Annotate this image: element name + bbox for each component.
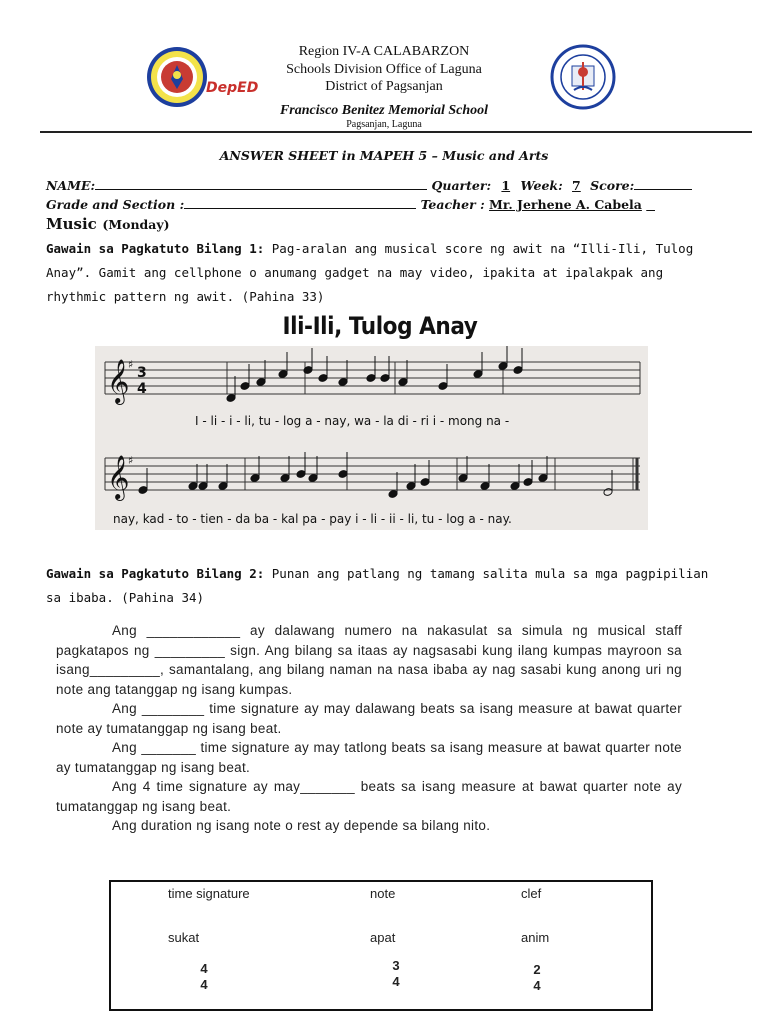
choice-fraction-1-bottom: 4 (200, 977, 208, 992)
week-value: 7 (572, 178, 581, 193)
choice-fraction-2-bottom: 4 (392, 974, 400, 989)
name-label: NAME: (46, 178, 96, 193)
region-name: Region IV-A CALABARZON (298, 44, 470, 59)
music-heading (46, 214, 170, 233)
grade-section-label: Grade and Section : (46, 197, 185, 212)
fill-in-p2: Ang ________ time signature ay may dalawang beats sa isang measure at bawat quarter note ay tumatanggap ng isang beat. (56, 701, 682, 736)
music-title: Music (46, 215, 97, 233)
sharp-icon: ♯ (128, 454, 134, 467)
treble-clef-icon: 𝄞 (107, 359, 130, 403)
grade-section-blank[interactable] (184, 196, 416, 209)
choice-apat: apat (370, 930, 396, 945)
school-location: Pagsanjan, Laguna (346, 119, 422, 130)
time-signature-bottom: 4 (137, 381, 147, 397)
choice-note: note (370, 886, 396, 901)
choice-fraction-2-top: 3 (392, 958, 400, 973)
choices-box (109, 880, 653, 1011)
score-label: Score: (590, 178, 635, 193)
gawain-2-label: Gawain sa Pagkatuto Bilang 2: (46, 566, 265, 581)
fill-in-passage (56, 621, 682, 836)
lyrics-line-2: nay, kad - to - tien - da ba - kal pa - pay i - li - ii - li, tu - log a - nay. (113, 512, 512, 526)
name-blank[interactable] (95, 177, 427, 190)
treble-clef-icon: 𝄞 (107, 455, 130, 499)
time-signature-top: 3 (137, 365, 147, 381)
choice-anim: anim (521, 930, 550, 945)
quarter-label: Quarter: (431, 178, 492, 193)
week-label: Week: (520, 178, 563, 193)
choice-fraction-3-bottom: 4 (533, 978, 541, 993)
choice-sukat: sukat (168, 930, 200, 945)
musical-score-image (95, 346, 648, 530)
grade-teacher-row (46, 196, 655, 212)
school-name: Francisco Benitez Memorial School (279, 103, 489, 118)
choice-fraction-3-top: 2 (533, 962, 541, 977)
district-name: District of Pagsanjan (325, 79, 443, 94)
division-name: Schools Division Office of Laguna (286, 62, 482, 77)
music-day: (Monday) (102, 217, 170, 232)
teacher-label: Teacher : (420, 197, 485, 212)
choice-clef: clef (521, 886, 542, 901)
score-blank[interactable] (634, 177, 692, 190)
musical-score (95, 346, 648, 530)
header-divider (40, 131, 752, 133)
song-title: Ili-Ili, Tulog Anay (282, 312, 478, 340)
gawain-1-paragraph (46, 237, 726, 309)
choice-time-signature: time signature (168, 886, 250, 901)
gawain-2-paragraph (46, 562, 726, 610)
gawain-2-text: Punan ang patlang ng tamang salita mula sa mga pagpipilian sa ibaba. (Pahina 34) (46, 566, 709, 605)
gawain-1-text: Pag-aralan ang musical score ng awit na “Illi-Ili, Tulog Anay”. Gamit ang cellphone o anumang gadget na may video, ipakita at ipalakpak ang rhythmic pattern ng awit. (Pahina 33) (46, 241, 694, 304)
name-quarter-row (46, 177, 692, 193)
lyrics-line-1: I - li - i - li, tu - log a - nay, wa - la di - ri i - mong na - (195, 414, 510, 428)
gawain-1-label: Gawain sa Pagkatuto Bilang 1: (46, 241, 265, 256)
fill-in-p1: Ang ____________ ay dalawang numero na nakasulat sa simula ng musical staff pagkatapos ng _________ sign. Ang bilang sa itaas ay nagsasabi kung ilang kumpas mayroon sa isang_________, samantalang, ang bilang naman na nasa ibaba ay nag sasabi kung anong uri ng note ang tatanggap ng isang kumpas. (56, 623, 682, 697)
quarter-value: 1 (501, 178, 511, 193)
choice-fraction-1-top: 4 (200, 961, 208, 976)
fill-in-p5: Ang duration ng isang note o rest ay depende sa bilang nito. (112, 818, 491, 833)
sheet-title: ANSWER SHEET in MAPEH 5 – Music and Arts (219, 148, 549, 163)
fill-in-p4: Ang 4 time signature ay may_______ beats sa isang measure at bawat quarter note ay tumatanggap ng isang beat. (56, 779, 682, 814)
fill-in-p3: Ang _______ time signature ay may tatlong beats sa isang measure at bawat quarter note ay tumatanggap ng isang beat. (56, 740, 682, 775)
teacher-name: Mr. Jerhene A. Cabela (489, 197, 642, 212)
deped-logo-text: DepED (206, 80, 259, 96)
sharp-icon: ♯ (128, 358, 134, 371)
